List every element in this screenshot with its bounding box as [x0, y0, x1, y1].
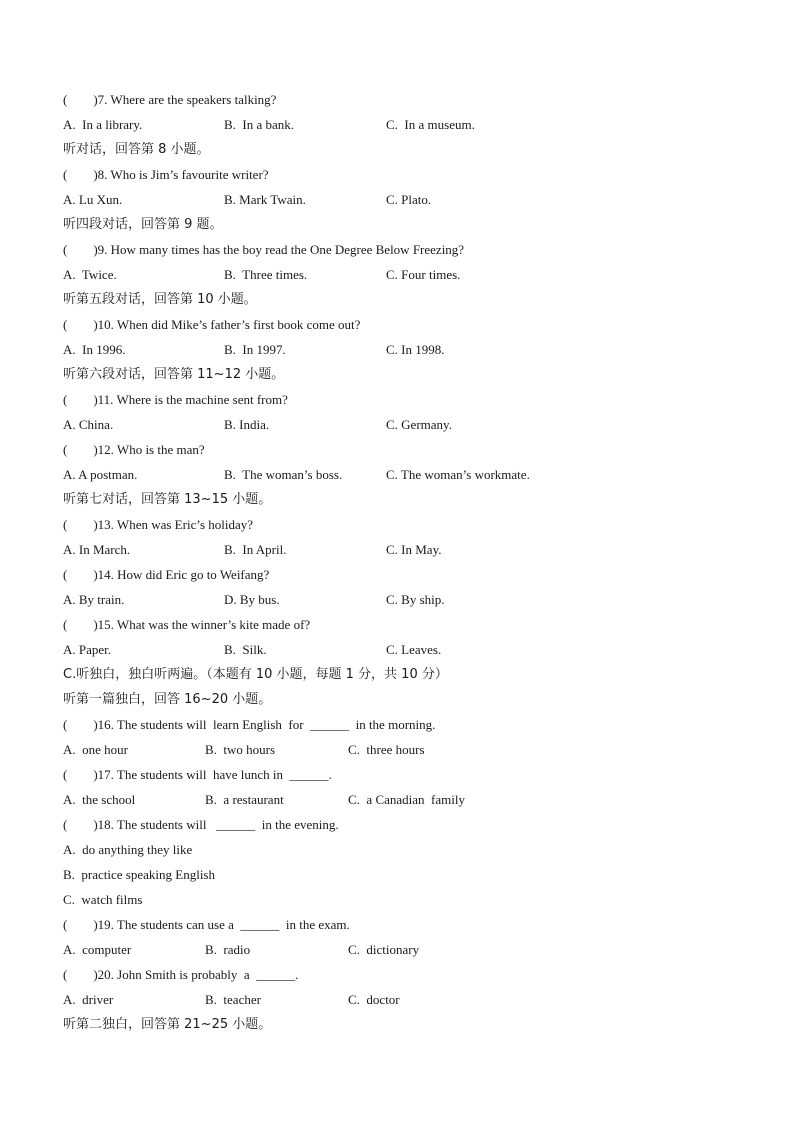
- section-heading: 听第六段对话，回答第 11~12 小题。: [63, 367, 285, 382]
- answer-option: A. driver: [63, 992, 114, 1007]
- question-text: ( )18. The students will ______ in the evening.: [63, 817, 339, 832]
- question-text: ( )19. The students can use a ______ in the exam.: [63, 917, 350, 932]
- answer-option: B. teacher: [205, 992, 261, 1007]
- answer-option: A. In 1996.: [63, 342, 126, 357]
- question-text: ( )14. How did Eric go to Weifang?: [63, 567, 270, 582]
- answer-option: B. a restaurant: [205, 792, 284, 807]
- section-heading: 听四段对话，回答第 9 题。: [63, 217, 223, 232]
- answer-option: A. By train.: [63, 592, 125, 607]
- answer-option: A. In March.: [63, 542, 131, 557]
- answer-option: C. The woman’s workmate.: [386, 467, 530, 482]
- answer-option: B. The woman’s boss.: [224, 467, 343, 482]
- answer-option: B. Three times.: [224, 267, 308, 282]
- answer-option: C. three hours: [348, 742, 425, 757]
- question-text: ( )15. What was the winner’s kite made of?: [63, 617, 311, 632]
- question-text: ( )13. When was Eric’s holiday?: [63, 517, 254, 532]
- answer-option: B. two hours: [205, 742, 276, 757]
- answer-option: C. doctor: [348, 992, 400, 1007]
- answer-option: B. India.: [224, 417, 270, 432]
- section-heading: 听第五段对话，回答第 10 小题。: [63, 292, 257, 307]
- section-heading: 听第七对话，回答第 13~15 小题。: [63, 492, 272, 507]
- answer-option: A. Twice.: [63, 267, 117, 282]
- question-text: ( )11. Where is the machine sent from?: [63, 392, 288, 407]
- answer-option: C. dictionary: [348, 942, 420, 957]
- answer-option: C. In a museum.: [386, 117, 475, 132]
- answer-option: B. Silk.: [224, 642, 267, 657]
- answer-option: B. In April.: [224, 542, 287, 557]
- answer-option: C. By ship.: [386, 592, 445, 607]
- section-heading: 听第一篇独白，回答 16~20 小题。: [63, 692, 272, 707]
- question-text: ( )8. Who is Jim’s favourite writer?: [63, 167, 269, 182]
- answer-option: A. the school: [63, 792, 136, 807]
- answer-option: A. China.: [63, 417, 114, 432]
- answer-option: A. one hour: [63, 742, 128, 757]
- answer-option: C. Germany.: [386, 417, 452, 432]
- question-text: ( )10. When did Mike’s father’s first book come out?: [63, 317, 361, 332]
- question-text: C. watch films: [63, 892, 143, 907]
- answer-option: B. In a bank.: [224, 117, 295, 132]
- answer-option: A. In a library.: [63, 117, 143, 132]
- answer-option: A. Lu Xun.: [63, 192, 123, 207]
- answer-option: D. By bus.: [224, 592, 280, 607]
- question-text: ( )17. The students will have lunch in ______.: [63, 767, 332, 782]
- question-text: B. practice speaking English: [63, 867, 215, 882]
- answer-option: C. Leaves.: [386, 642, 442, 657]
- answer-option: B. In 1997.: [224, 342, 286, 357]
- answer-option: A. Paper.: [63, 642, 112, 657]
- answer-option: A. computer: [63, 942, 132, 957]
- question-text: ( )12. Who is the man?: [63, 442, 205, 457]
- question-text: ( )9. How many times has the boy read the One Degree Below Freezing?: [63, 242, 465, 257]
- question-text: ( )20. John Smith is probably a ______.: [63, 967, 299, 982]
- section-heading: 听第二独白，回答第 21~25 小题。: [63, 1017, 272, 1032]
- question-text: A. do anything they like: [63, 842, 193, 857]
- answer-option: A. A postman.: [63, 467, 138, 482]
- answer-option: B. Mark Twain.: [224, 192, 306, 207]
- answer-option: C. Plato.: [386, 192, 432, 207]
- answer-option: C. a Canadian family: [348, 792, 465, 807]
- answer-option: C. In May.: [386, 542, 442, 557]
- answer-option: C. In 1998.: [386, 342, 445, 357]
- answer-option: C. Four times.: [386, 267, 461, 282]
- question-text: ( )7. Where are the speakers talking?: [63, 92, 277, 107]
- section-heading: 听对话，回答第 8 小题。: [63, 142, 210, 157]
- question-text: ( )16. The students will learn English for ______ in the morning.: [63, 717, 436, 732]
- answer-option: B. radio: [205, 942, 251, 957]
- section-heading: C.听独白，独白听两遍。（本题有 10 小题，每题 1 分，共 10 分）: [63, 667, 448, 682]
